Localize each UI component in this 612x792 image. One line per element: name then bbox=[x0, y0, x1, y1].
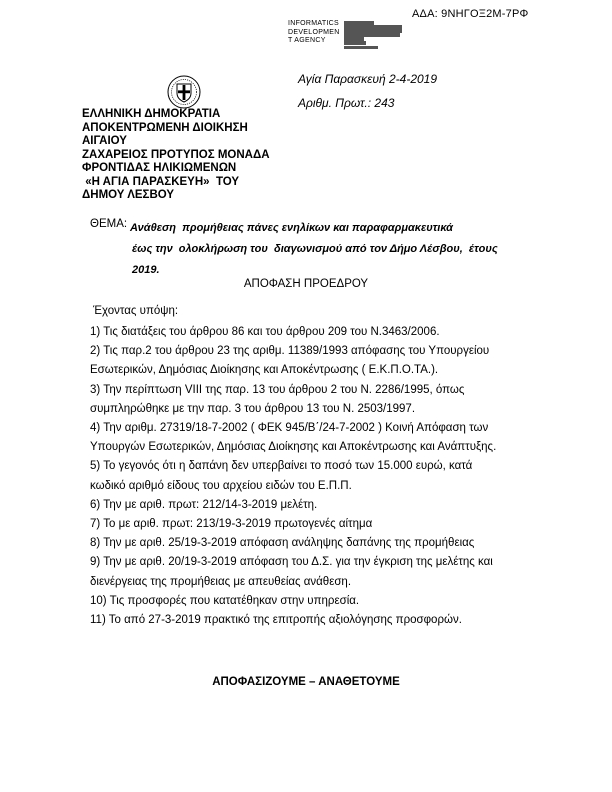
issuer-line: ΔΗΜΟΥ ΛΕΣΒΟΥ bbox=[82, 189, 175, 201]
signature-issuer-text bbox=[288, 20, 340, 46]
list-item: 3) Την περίπτωση VIII της παρ. 13 του άρθρου 2 του Ν. 2286/1995, όπως bbox=[90, 383, 465, 396]
list-item: 7) Το με αριθ. πρωτ: 213/19-3-2019 πρωτογενές αίτημα bbox=[90, 518, 373, 531]
list-item: Εσωτερικών, Δημόσιας Διοίκησης και Αποκέντρωσης ( Ε.Κ.Π.Ο.ΤΑ.). bbox=[90, 364, 439, 377]
list-item: 5) Το γεγονός ότι η δαπάνη δεν υπερβαίνει το ποσό των 15.000 ευρώ, κατά bbox=[90, 460, 473, 473]
final-heading: ΑΠΟΦΑΣΙΖΟΥΜΕ – ΑΝΑΘΕΤΟΥΜΕ bbox=[212, 676, 400, 688]
list-item: 4) Την αριθμ. 27319/18-7-2002 ( ΦΕΚ 945/Β΄/24-7-2002 ) Κοινή Απόφαση των bbox=[90, 422, 489, 435]
decision-title: ΑΠΟΦΑΣΗ ΠΡΟΕΔΡΟΥ bbox=[243, 278, 369, 290]
signature-line: DEVELOPMEN bbox=[288, 28, 340, 36]
list-item: 8) Την με αριθ. 25/19-3-2019 απόφαση ανάληψης δαπάνης της προμήθειας bbox=[90, 537, 475, 550]
list-item: 6) Την με αριθ. πρωτ: 212/14-3-2019 μελέτη. bbox=[90, 498, 318, 511]
list-item: Υπουργών Εσωτερικών, Δημόσιας Διοίκησης και Αποκέντρωσης και Ανάπτυξης. bbox=[90, 441, 497, 454]
digital-signature-block bbox=[288, 20, 402, 50]
list-item: διενέργειας της προμήθειας με απευθείας ανάθεση. bbox=[90, 575, 352, 588]
considering-label: Έχοντας υπόψη: bbox=[93, 305, 179, 317]
issuer-line: ΦΡΟΝΤΙΔΑΣ ΗΛΙΚΙΩΜΕΝΩΝ bbox=[82, 162, 237, 174]
issuer-line: «Η ΑΓΙΑ ΠΑΡΑΣΚΕΥΗ» ΤΟΥ bbox=[82, 175, 240, 188]
considerations-list bbox=[90, 323, 496, 630]
subject-line: 2019. bbox=[132, 264, 160, 276]
list-item: 2) Τις παρ.2 του άρθρου 23 της αριθμ. 11389/1993 απόφασης του Υπουργείου bbox=[90, 345, 490, 358]
list-item: κωδικό αριθμό είδους του αρχείου ειδών του Ε.Π.Π. bbox=[90, 479, 352, 492]
list-item: 1) Τις διατάξεις του άρθρου 86 και του άρθρου 209 του Ν.3463/2006. bbox=[90, 326, 440, 338]
list-item: 9) Την με αριθ. 20/19-3-2019 απόφαση του Δ.Σ. για την έγκριση της μελέτης και bbox=[90, 556, 493, 569]
issuer-line: ΕΛΛΗΝΙΚΗ ΔΗΜΟΚΡΑΤΙΑ bbox=[82, 108, 221, 120]
document-date: Αγία Παρασκευή 2-4-2019 bbox=[298, 72, 438, 86]
issuer-block bbox=[82, 108, 270, 203]
issuer-line: ΖΑΧΑΡΕΙΟΣ ΠΡΟΤΥΠΟΣ ΜΟΝΑΔΑ bbox=[82, 148, 270, 161]
subject-text bbox=[130, 218, 498, 281]
list-item: 10) Τις προσφορές που κατατέθηκαν στην υπηρεσία. bbox=[90, 594, 360, 607]
subject-line: έως την ολοκλήρωση του διαγωνισμού από τον Δήμο Λέσβου, έτους bbox=[132, 243, 498, 255]
ada-code: ΑΔΑ: 9ΝΗΓΟΞ2Μ-7ΡΦ bbox=[412, 8, 529, 20]
list-item: συμπληρώθηκε με την παρ. 3 του άρθρου 13 του Ν. 2503/1997. bbox=[90, 402, 416, 415]
issuer-line: ΑΙΓΑΙΟΥ bbox=[82, 135, 127, 147]
signature-fine-print bbox=[344, 21, 402, 50]
signature-line: T AGENCY bbox=[288, 37, 326, 44]
protocol-number: Αριθμ. Πρωτ.: 243 bbox=[298, 96, 395, 110]
signature-line: INFORMATICS bbox=[288, 20, 340, 27]
subject-label: ΘΕΜΑ: bbox=[90, 218, 128, 230]
list-item: 11) Το από 27-3-2019 πρακτικό της επιτροπής αξιολόγησης προσφορών. bbox=[90, 614, 462, 627]
subject-line: Ανάθεση προμήθειας πάνες ενηλίκων και παραφαρμακευτικά bbox=[130, 222, 453, 234]
greek-coat-of-arms-icon bbox=[166, 74, 202, 110]
issuer-line: ΑΠΟΚΕΝΤΡΩΜΕΝΗ ΔΙΟΙΚΗΣΗ bbox=[82, 121, 248, 134]
